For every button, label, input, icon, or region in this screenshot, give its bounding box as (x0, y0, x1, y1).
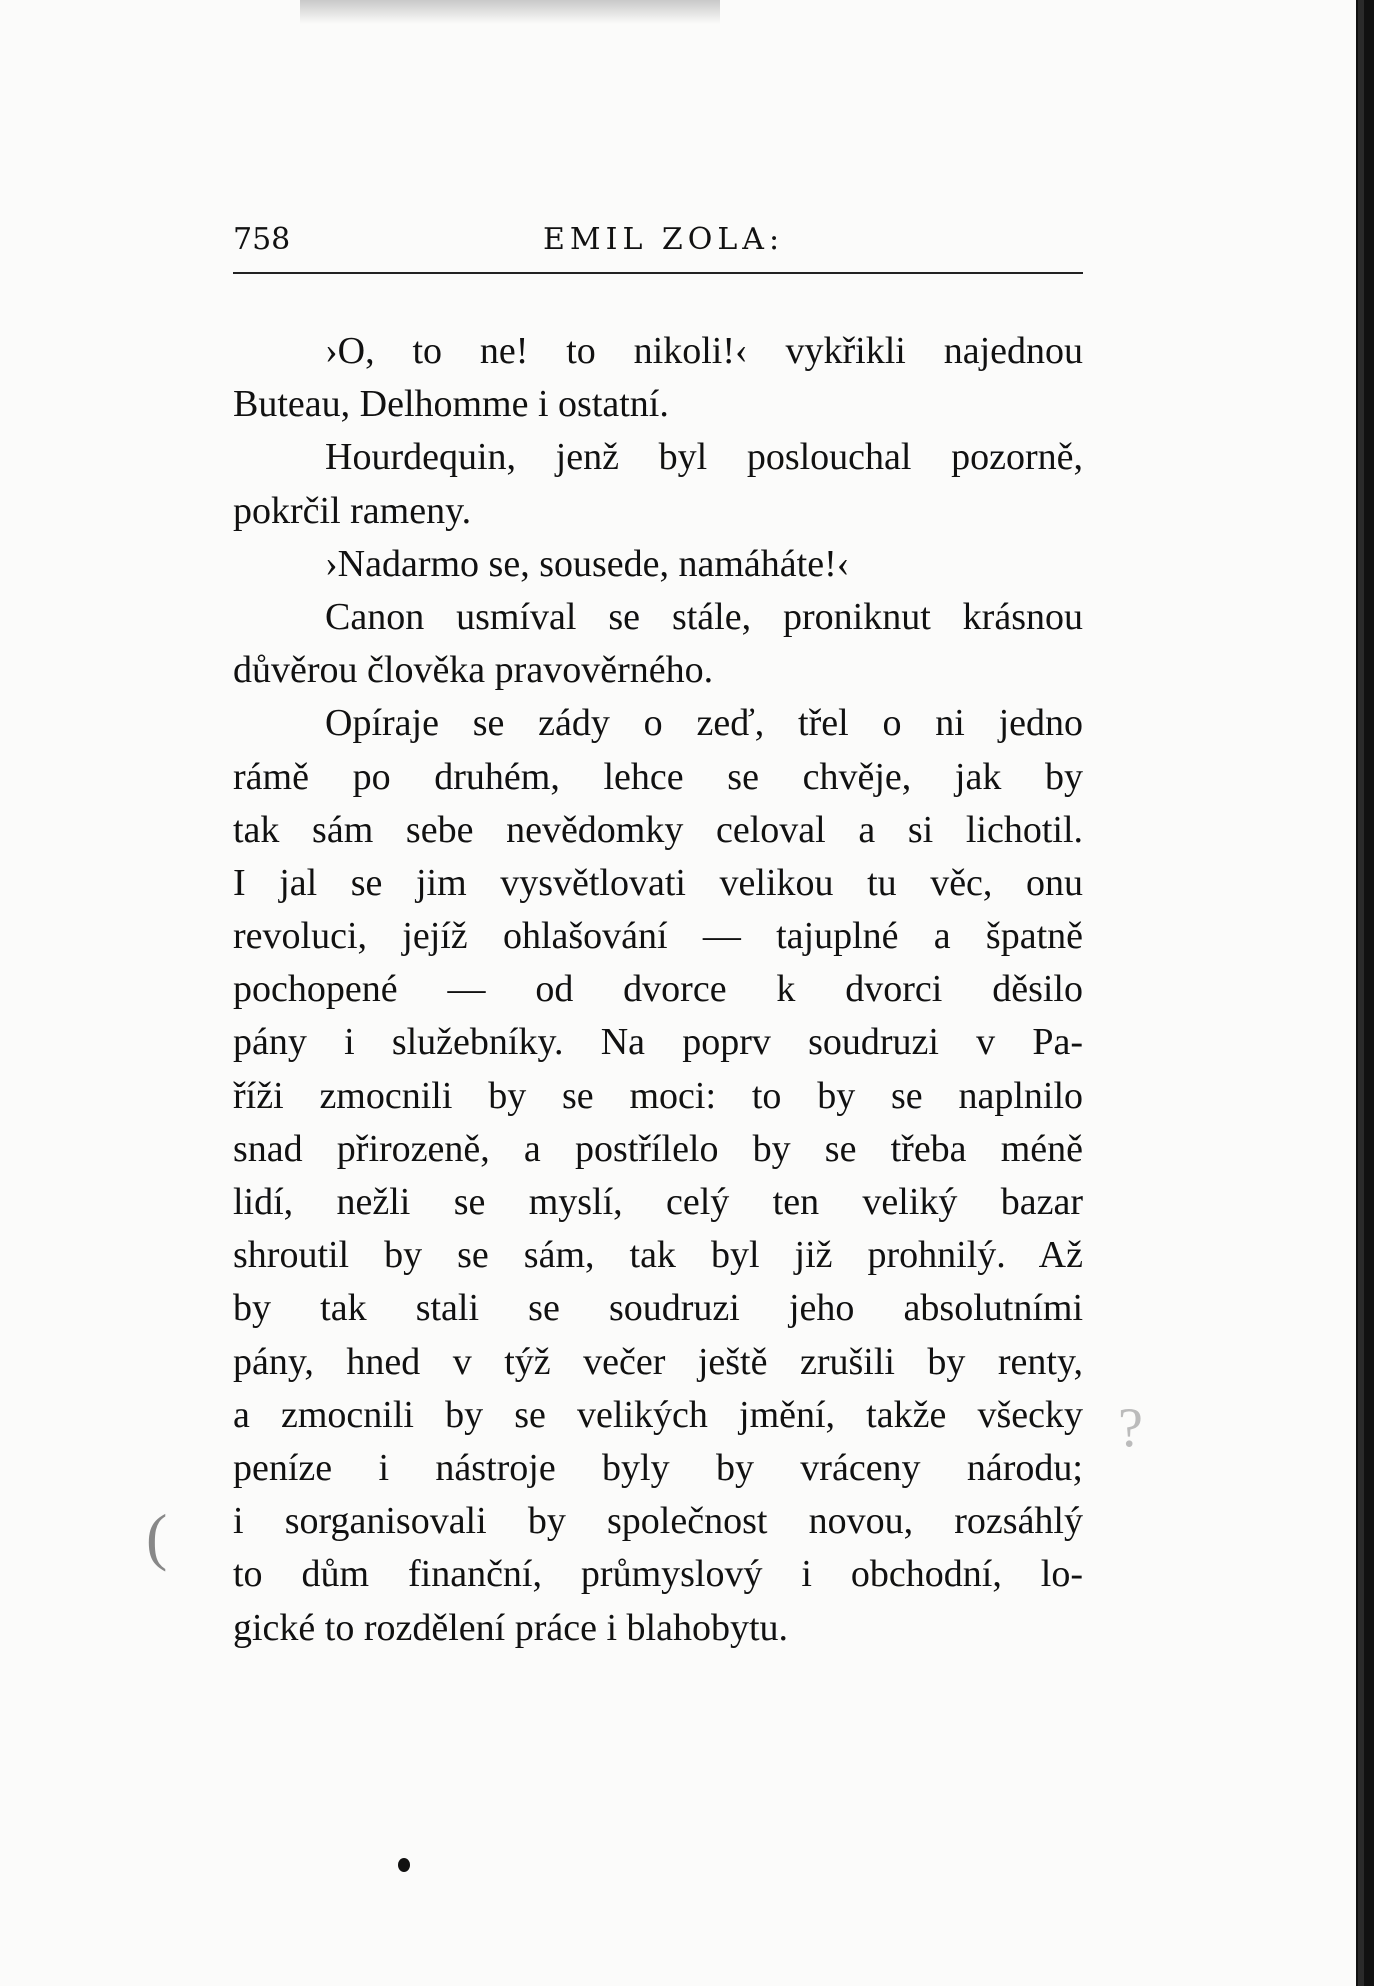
scan-edge-inner (1358, 0, 1364, 1986)
text-line: a zmocnili by se velikých jmění, takže všecky (233, 1393, 1083, 1436)
text-line: I jal se jim vysvětlovati velikou tu věc, onu (233, 861, 1083, 904)
text-line: pokrčil rameny. (233, 489, 472, 532)
text-line: Hourdequin, jenž byl poslouchal pozorně, (325, 436, 1083, 479)
text-line: ›Nadarmo se, sousede, namáháte!‹ (325, 542, 850, 585)
text-line: Opíraje se zády o zeď, třel o ni jedno (325, 702, 1083, 745)
text-line: Buteau, Delhomme i ostatní. (233, 383, 669, 426)
text-line: by tak stali se soudruzi jeho absolutními (233, 1287, 1083, 1330)
body-text (233, 325, 1083, 1655)
page-dot (398, 1858, 410, 1872)
scan-smudge (300, 0, 720, 24)
text-line: Canon usmíval se stále, proniknut krásnou (325, 595, 1083, 638)
text-line: pochopené — od dvorce k dvorci děsilo (233, 968, 1083, 1011)
text-line: lidí, nežli se myslí, celý ten veliký bazar (233, 1181, 1083, 1223)
running-header (233, 222, 1083, 266)
margin-pencil-mark: ? (1118, 1397, 1143, 1459)
text-line: peníze i nástroje byly by vráceny národu; (233, 1446, 1083, 1489)
text-line: shroutil by se sám, tak byl již prohnilý. Až (233, 1234, 1083, 1277)
text-line: to dům finanční, průmyslový i obchodní, lo- (233, 1553, 1083, 1596)
margin-pencil-mark: ( (146, 1501, 168, 1572)
text-line: pány i služebníky. Na poprv soudruzi v Pa- (233, 1021, 1083, 1064)
text-line: gické to rozdělení práce i blahobytu. (233, 1606, 789, 1649)
text-line: pány, hned v týž večer ještě zrušili by renty, (233, 1340, 1083, 1383)
text-line: ›O, to ne! to nikoli!‹ vykřikli najednou (325, 330, 1083, 372)
text-line: rámě po druhém, lehce se chvěje, jak by (233, 755, 1083, 798)
page-number: 758 (233, 222, 291, 257)
text-line: důvěrou člověka pravověrného. (233, 649, 714, 692)
text-line: snad přirozeně, a postřílelo by se třeba méně (233, 1127, 1083, 1170)
text-line: i sorganisovali by společnost novou, rozsáhlý (233, 1500, 1083, 1543)
text-line: říži zmocnili by se moci: to by se naplnilo (233, 1074, 1083, 1117)
text-line: tak sám sebe nevědomky celoval a si lichotil. (233, 808, 1083, 851)
header-rule (233, 272, 1083, 274)
text-line: revoluci, jejíž ohlašování — tajuplné a špatně (233, 915, 1083, 958)
running-title: EMIL ZOLA: (543, 222, 785, 257)
